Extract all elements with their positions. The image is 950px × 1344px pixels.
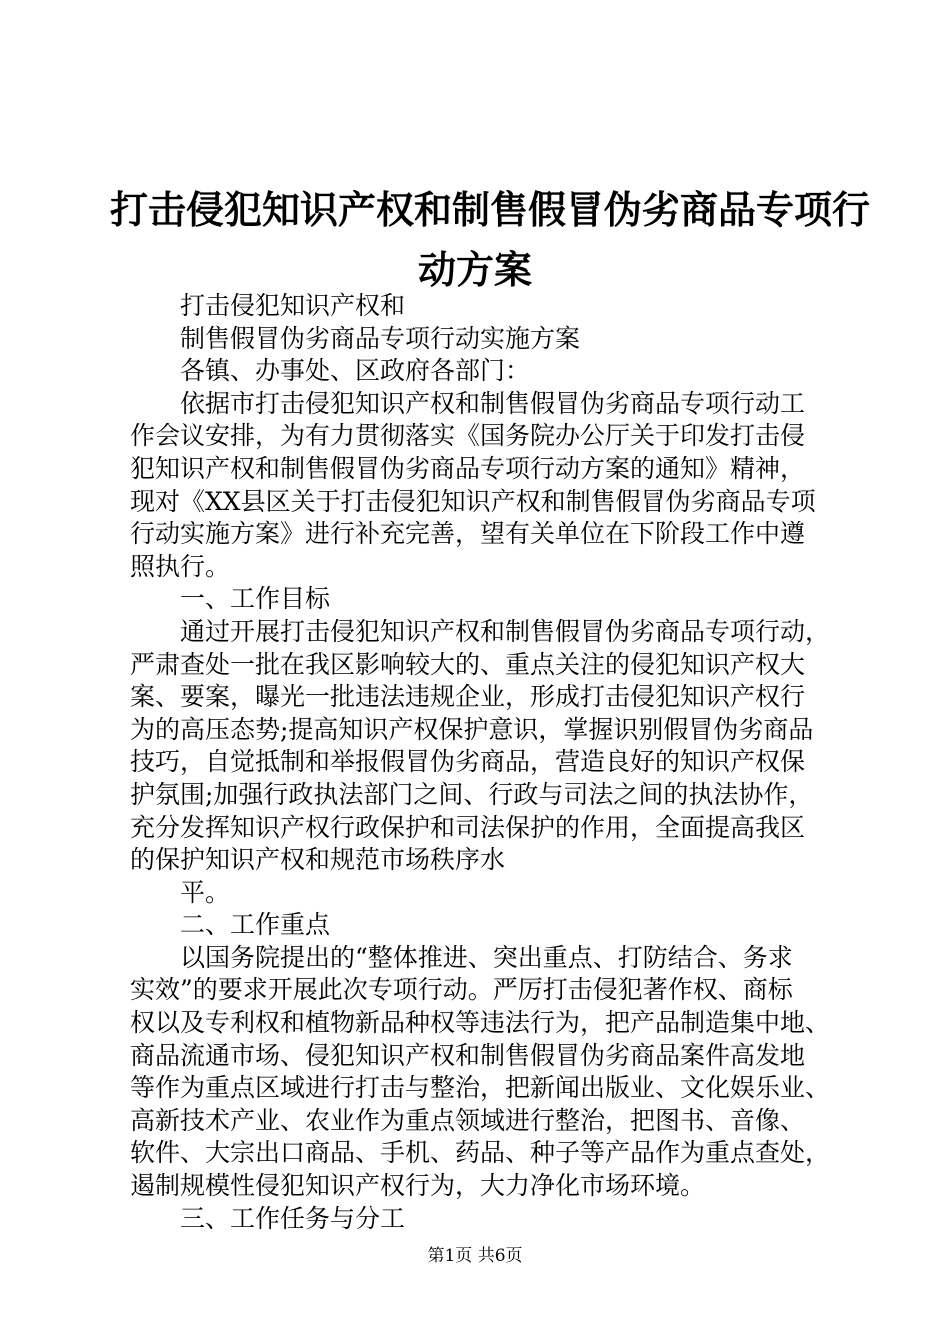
text-line: 商品流通市场、侵犯知识产权和制售假冒伪劣商品案件高发地 <box>130 1040 806 1070</box>
document-title-line-2: 动方案 <box>417 247 532 292</box>
text-line: 严肃查处一批在我区影响较大的、重点关注的侵犯知识产权大 <box>130 649 806 679</box>
text-line: 现对《XX县区关于打击侵犯知识产权和制售假冒伪劣商品专项 <box>130 486 816 516</box>
text-line: 打击侵犯知识产权和 <box>180 291 406 320</box>
text-line: 以国务院提出的“整体推进、突出重点、打防结合、务求 <box>180 942 793 972</box>
text-line: 为的高压态势;提高知识产权保护意识，掌握识别假冒伪劣商品 <box>130 714 814 744</box>
text-line: 的保护知识产权和规范市场秩序水 <box>130 845 506 875</box>
text-line: 二、工作重点 <box>180 910 331 940</box>
text-line: 实效”的要求开展此次专项行动。严厉打击侵犯著作权、商标 <box>130 975 793 1005</box>
text-line: 犯知识产权和制售假冒伪劣商品专项行动方案的通知》精神， <box>130 453 806 483</box>
text-line: 依据市打击侵犯知识产权和制售假冒伪劣商品专项行动工 <box>180 388 806 418</box>
text-line: 一、工作目标 <box>180 584 331 614</box>
text-line: 充分发挥知识产权行政保护和司法保护的作用，全面提高我区 <box>130 812 806 842</box>
document-body <box>130 290 830 1235</box>
page-footer: 第1页 共6页 <box>427 1246 523 1266</box>
text-line: 平。 <box>180 877 231 907</box>
text-line: 护氛围;加强行政执法部门之间、行政与司法之间的执法协作， <box>130 779 814 809</box>
document-title-line-1: 打击侵犯知识产权和制售假冒伪劣商品专项行 <box>110 187 871 232</box>
text-line: 三、工作任务与分工 <box>180 1203 406 1233</box>
text-line: 遏制规模性侵犯知识产权行为，大力净化市场环境。 <box>130 1171 706 1201</box>
text-line: 软件、大宗出口商品、手机、药品、种子等产品作为重点查处， <box>130 1138 830 1168</box>
text-line: 行动实施方案》进行补充完善，望有关单位在下阶段工作中遵 <box>130 519 806 549</box>
text-line: 制售假冒伪劣商品专项行动实施方案 <box>180 323 581 353</box>
text-line: 技巧，自觉抵制和举报假冒伪劣商品，营造良好的知识产权保 <box>130 747 806 777</box>
text-line: 作会议安排，为有力贯彻落实《国务院办公厅关于印发打击侵 <box>130 421 806 451</box>
text-line: 权以及专利权和植物新品种权等违法行为，把产品制造集中地、 <box>130 1008 830 1038</box>
text-line: 各镇、办事处、区政府各部门： <box>180 356 531 386</box>
text-line: 等作为重点区域进行打击与整治，把新闻出版业、文化娱乐业、 <box>130 1073 830 1103</box>
text-line: 照执行。 <box>130 551 231 581</box>
text-line: 通过开展打击侵犯知识产权和制售假冒伪劣商品专项行动， <box>180 616 830 646</box>
text-line: 高新技术产业、农业作为重点领域进行整治，把图书、音像、 <box>130 1105 806 1135</box>
text-line: 案、要案，曝光一批违法违规企业，形成打击侵犯知识产权行 <box>130 682 806 712</box>
